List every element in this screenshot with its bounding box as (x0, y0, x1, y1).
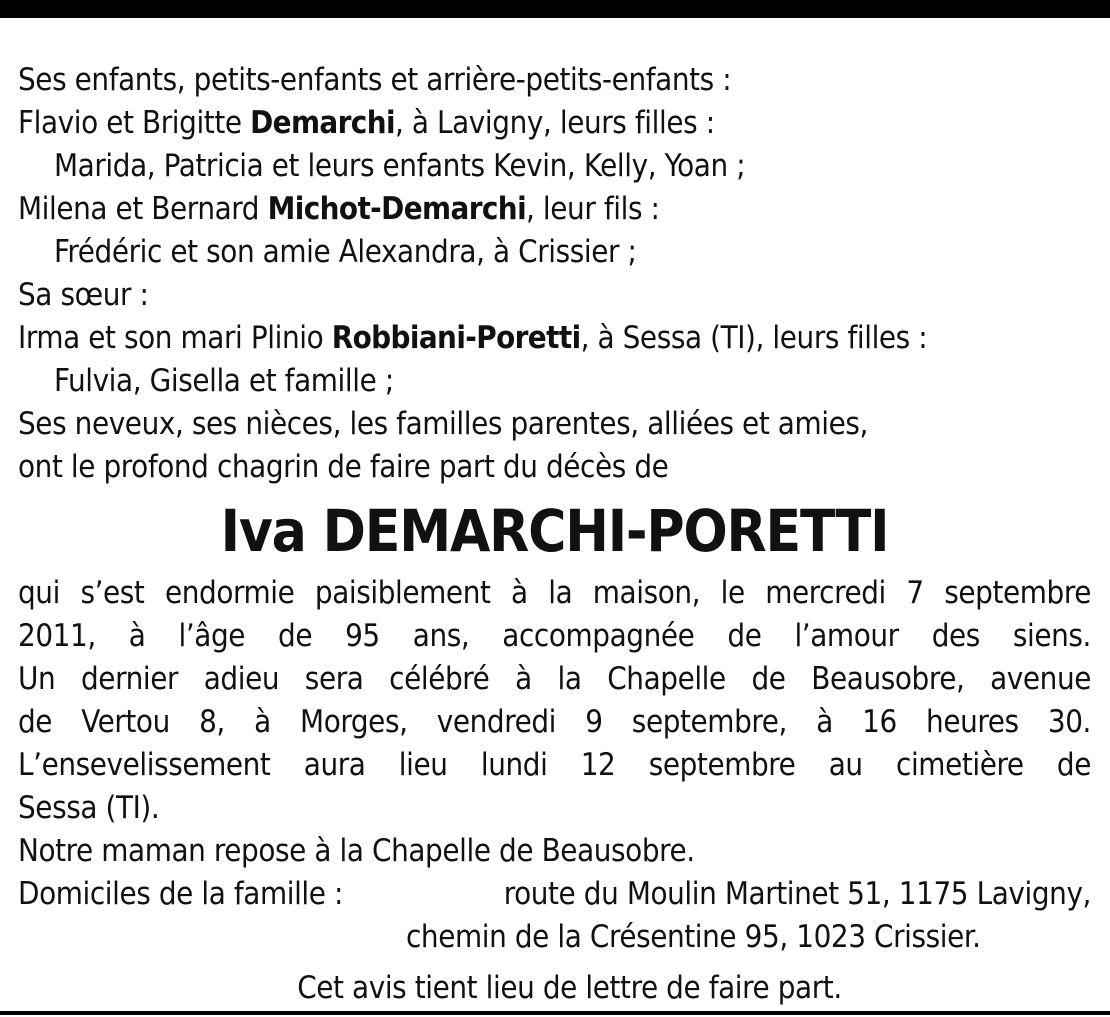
details-line-3: Un dernier adieu sera célébré à la Chapelle de Beausobre, avenue (18, 661, 1091, 697)
deceased-name: Iva DEMARCHI-PORETTI (220, 497, 889, 565)
domiciles-row (18, 873, 1091, 916)
sister-suffix: , à Sessa (TI), leurs filles : (580, 320, 928, 356)
child1-line (18, 102, 1091, 145)
bottom-border-rule (0, 1011, 1110, 1015)
sister-label: Sa sœur : (18, 277, 149, 313)
details-line-6: Sessa (TI). (18, 790, 160, 826)
details-line-5: L’ensevelissement aura lieu lundi 12 septembre au cimetière de (18, 747, 1091, 783)
obituary-notice (18, 59, 1091, 1010)
details-line-4: de Vertou 8, à Morges, vendredi 9 septembre, à 16 heures 30. (18, 704, 1091, 740)
child2-descendants: Frédéric et son amie Alexandra, à Crissier ; (54, 234, 637, 270)
child1-descendants: Marida, Patricia et leurs enfants Kevin, Kelly, Yoan ; (54, 148, 746, 184)
child2-line (18, 188, 1091, 231)
child1-prefix: Flavio et Brigitte (18, 105, 251, 141)
sister-prefix: Irma et son mari Plinio (18, 320, 332, 356)
child1-surname: Demarchi (250, 105, 395, 141)
details-line-2: 2011, à l’âge de 95 ans, accompagnée de l’amour des siens. (18, 618, 1091, 654)
details-line-1: qui s’est endormie paisiblement à la maison, le mercredi 7 septembre (18, 575, 1091, 611)
top-border-rule (0, 0, 1110, 18)
resting-place-line: Notre maman repose à la Chapelle de Beausobre. (18, 833, 695, 869)
relatives-line: Ses neveux, ses nièces, les familles parentes, alliées et amies, (18, 406, 868, 442)
sister-line (18, 317, 1091, 360)
sister-surname: Robbiani-Poretti (331, 320, 581, 356)
child2-prefix: Milena et Bernard (18, 191, 268, 227)
domicile-address-1: route du Moulin Martinet 51, 1175 Lavigny, (503, 876, 1091, 912)
closing-note: Cet avis tient lieu de lettre de faire part. (297, 970, 842, 1006)
sister-descendants: Fulvia, Gisella et famille ; (54, 363, 394, 399)
child1-suffix: , à Lavigny, leurs filles : (394, 105, 715, 141)
child2-surname: Michot-Demarchi (267, 191, 527, 227)
family-intro: Ses enfants, petits-enfants et arrière-petits-enfants : (18, 62, 732, 98)
domiciles-label: Domiciles de la famille : (18, 876, 344, 912)
domicile-address-2: chemin de la Crésentine 95, 1023 Crissier. (406, 919, 981, 955)
announcement-line: ont le profond chagrin de faire part du décès de (18, 449, 669, 485)
child2-suffix: , leur fils : (526, 191, 660, 227)
